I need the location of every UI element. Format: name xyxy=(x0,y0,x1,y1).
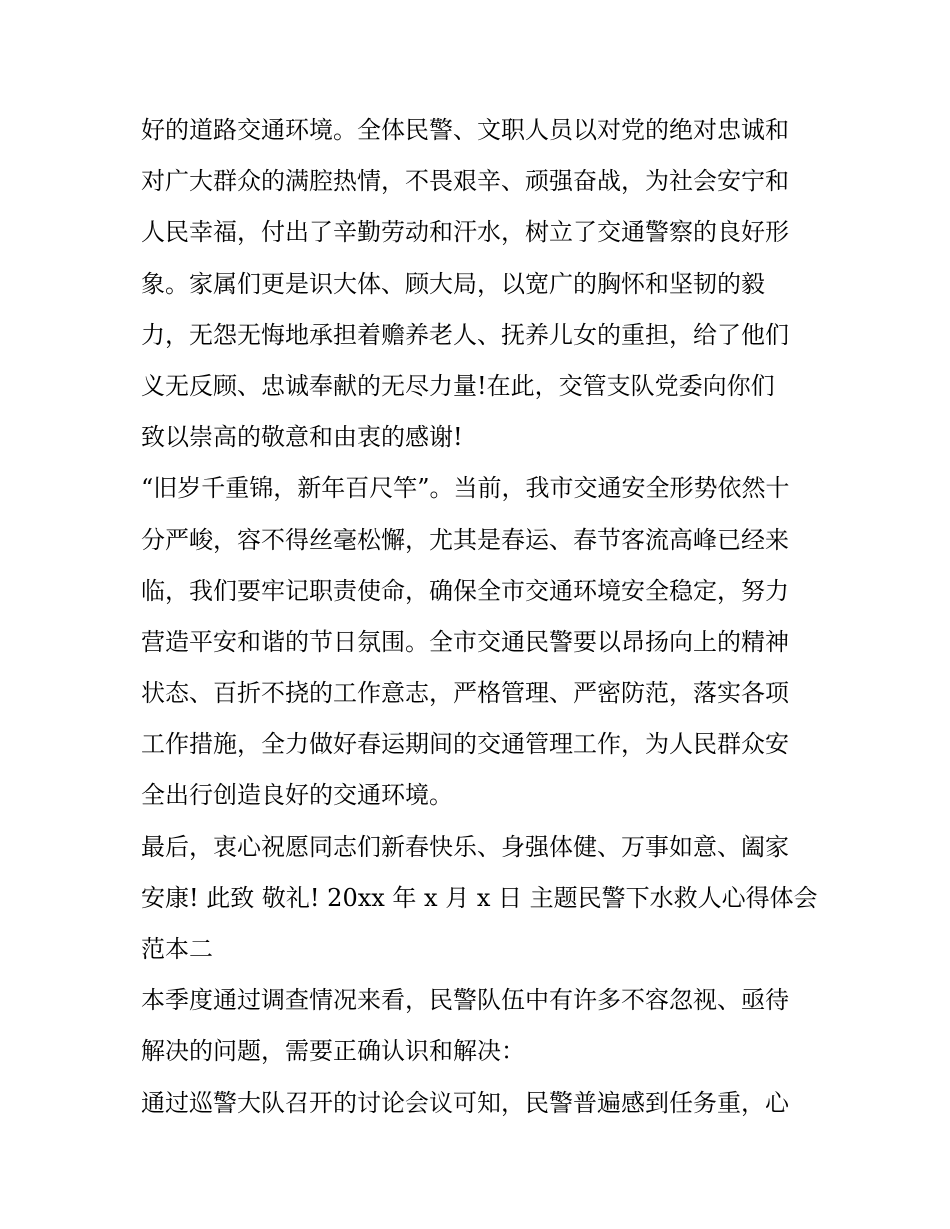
text-line: 状态、百折不挠的工作意志，严格管理、严密防范，落实各项 xyxy=(141,679,789,708)
text-line: 工作措施，全力做好春运期间的交通管理工作，为人民群众安 xyxy=(141,730,789,759)
text-line: 最后，衷心祝愿同志们新春快乐、身强体健、万事如意、阖家 xyxy=(141,832,789,861)
text-line: 安康! 此致 敬礼! 20xx 年 x 月 x 日 主题民警下水救人心得体会 xyxy=(141,883,818,912)
text-line: 通过巡警大队召开的讨论会议可知，民警普遍感到任务重，心 xyxy=(141,1088,789,1117)
text-line: 解决的问题，需要正确认识和解决： xyxy=(141,1037,525,1066)
text-line: “旧岁千重锦，新年百尺竿”。当前，我市交通安全形势依然十 xyxy=(141,474,790,503)
text-line: 力，无怨无悔地承担着赡养老人、抚养儿女的重担，给了他们 xyxy=(141,320,789,349)
text-line: 象。家属们更是识大体、顾大局，以宽广的胸怀和坚韧的毅 xyxy=(141,269,765,298)
text-line: 分严峻，容不得丝毫松懈，尤其是春运、春节客流高峰已经来 xyxy=(141,525,789,554)
text-line: 全出行创造良好的交通环境。 xyxy=(141,781,453,810)
text-line: 营造平安和谐的节日氛围。全市交通民警要以昂扬向上的精神 xyxy=(141,627,789,656)
text-line: 人民幸福，付出了辛勤劳动和汗水，树立了交通警察的良好形 xyxy=(141,218,789,247)
text-line: 致以崇高的敬意和由衷的感谢! xyxy=(141,423,463,452)
text-line: 范本二 xyxy=(141,935,213,963)
text-line: 对广大群众的满腔热情，不畏艰辛、顽强奋战，为社会安宁和 xyxy=(141,167,789,196)
text-line: 临，我们要牢记职责使命，确保全市交通环境安全稳定，努力 xyxy=(141,576,789,605)
text-line: 义无反顾、忠诚奉献的无尽力量!在此，交管支队党委向你们 xyxy=(141,371,775,400)
document-body xyxy=(141,105,821,1129)
text-line: 好的道路交通环境。全体民警、文职人员以对党的绝对忠诚和 xyxy=(141,116,789,144)
text-line: 本季度通过调查情况来看，民警队伍中有许多不容忽视、亟待 xyxy=(141,986,789,1015)
